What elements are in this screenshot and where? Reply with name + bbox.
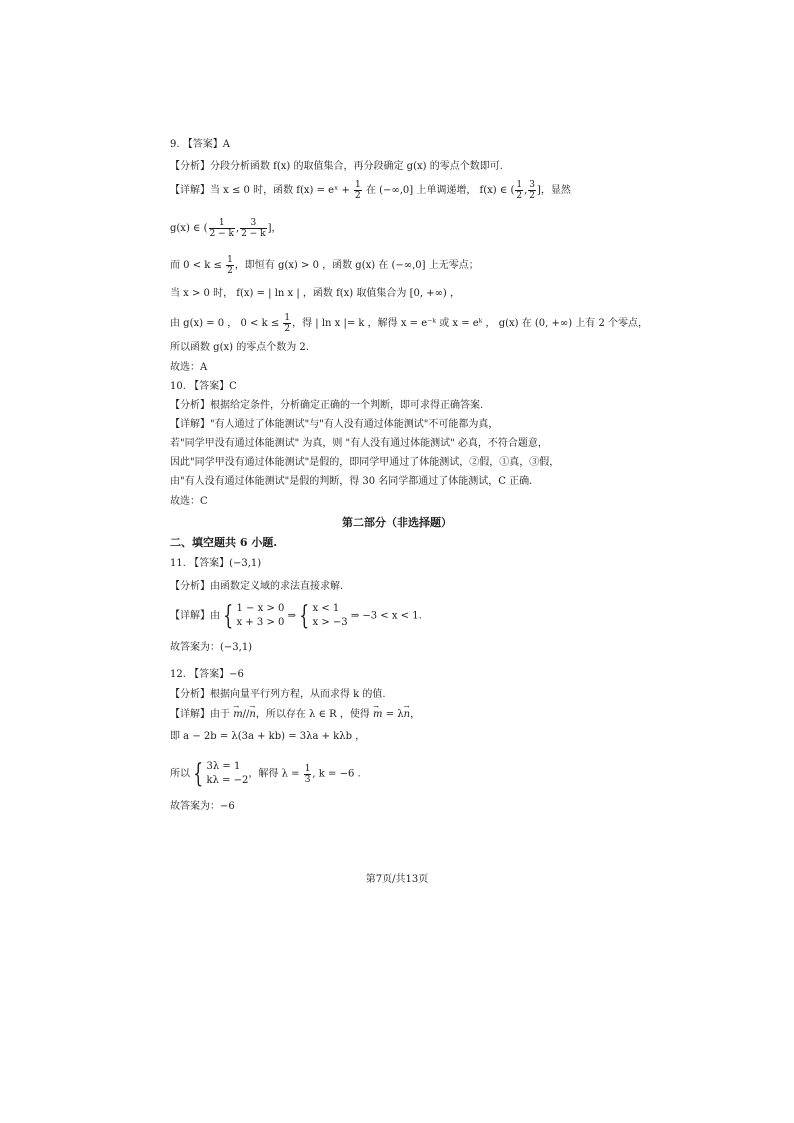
q12-detail3 [170,760,361,788]
brace-icon: { [193,759,204,789]
q10-detail2: 若"同学甲没有通过体能测试" 为真，则 "有人没有通过体能测试" 必真，不符合题意， [170,438,548,449]
section2-title: 二、填空题共 6 小题. [170,536,278,549]
q9-line3-a: 而 0 < k ≤ [170,260,226,271]
q11-result: ⇒ −3 < x < 1. [350,610,422,622]
q12-detail3-end: , k = −6 . [312,768,361,780]
q9-line6: 所以函数 g(x) 的零点个数为 2. [170,342,309,353]
q9-detail-a: 【详解】当 x ≤ 0 时，函数 f(x) = eˣ + [170,185,354,196]
vector-m-2: → m [373,708,382,722]
q10-analysis: 【分析】根据给定条件，分析确定正确的一个判断，即可求得正确答案. [170,400,484,411]
vector-n: → n [249,708,255,722]
q9-detail-c: ]，显然 [537,185,571,196]
fraction-half-d: $\frac{1}{2}$ [284,313,291,334]
q12-detail1-b: ，所以存在 λ ∈ R ，使得 [255,709,374,720]
q10-detail4: 由"有人没有通过体能测试"是假的判断，得 30 名同学都通过了体能测试，C 正确. [170,476,533,487]
q9-g-range-a: g(x) ∈ ( [170,223,208,234]
q10-choice: 故选：C [170,496,208,507]
vector-m: → m [233,708,242,722]
q11-detail [170,602,422,630]
q9-line3-b: ，即恒有 g(x) > 0 ，函数 g(x) 在 (−∞,0] 上无零点； [234,260,479,271]
q9-detail-line1: 【详解】当 x ≤ 0 时，函数 f(x) = eˣ + $\frac{1}{2}$ 在 (−∞,0] 上单调递增， f(x) ∈ ( $\frac{1}{2}$ , $\frac{3}{2}$ ]，显然 [170,180,571,201]
q9-line5-b: ，得 | ln x |= k ，解得 x = e⁻ᵏ 或 x = eᵏ ， g(x) 在 (0, +∞) 上有 2 个零点， [292,318,649,329]
q12-answer: 12. 【答案】−6 [170,669,244,680]
q12-detail1-d: ， [410,709,421,720]
fraction-half-b: $\frac{1}{2}$ [516,180,523,201]
fraction-half: $\frac{1}{2}$ [355,180,361,201]
q12-final: 故答案为：−6 [170,801,235,812]
q11-system1: 1 − x > 0 x + 3 > 0 [236,603,285,628]
q12-system: 3λ = 1 kλ = −2 [206,761,249,786]
q9-detail-b: 在 (−∞,0] 上单调递增， f(x) ∈ ( [362,185,515,196]
parallel-sign: // [242,709,250,720]
q9-g-range-b: ]， [267,223,282,234]
part2-title: 第二部分（非选择题） [342,516,452,529]
brace-icon: { [299,601,310,631]
q9-line5 [170,313,648,334]
fraction-three-half: $\frac{3}{2}$ [529,180,536,201]
q9-line4: 当 x > 0 时， f(x) = | ln x | ，函数 f(x) 取值集合为 [0, +∞) ， [170,288,460,299]
fraction-half-c: $\frac{1}{2}$ [227,255,233,276]
q9-line3 [170,255,479,276]
q12-analysis: 【分析】根据向量平行列方程，从而求得 k 的值. [170,689,386,700]
q12-detail1-a: 【详解】由于 [170,709,234,720]
q9-g-range: g(x) ∈ ( $\frac{1}{2 - k}$ , $\frac{3}{2 - k}$ ]， [170,218,282,239]
q11-detail-prefix: 【详解】由 [170,610,220,622]
q9-analysis: 【分析】分段分析函数 f(x) 的取值集合，再分段确定 g(x) 的零点个数即可. [170,161,503,172]
q11-arrow: ⇒ [287,610,296,622]
fraction-three-half-minus-k: $\frac{3}{2 - k}$ [241,218,266,239]
q9-line5-a: 由 g(x) = 0 ， 0 < k ≤ [170,318,283,329]
fraction-half-minus-k: $\frac{1}{2 - k}$ [209,218,234,239]
q11-analysis: 【分析】由函数定义域的求法直接求解. [170,581,344,592]
q10-detail3: 因此"同学甲没有通过体能测试"是假的，即同学甲通过了体能测试，②假，①真，③假， [170,457,560,468]
q12-detail2: 即 a − 2b = λ(3a + kb) = 3λa + kλb ， [170,731,366,742]
brace-icon: { [223,601,234,631]
q9-choice: 故选：A [170,362,208,373]
q10-detail1: 【详解】"有人通过了体能测试"与"有人没有通过体能测试"不可能都为真， [170,419,499,430]
q11-system2: x < 1 x > −3 [312,603,348,628]
q12-detail3-prefix: 所以 [170,768,190,780]
q11-final: 故答案为：(−3,1) [170,642,253,653]
q9-answer: 9. 【答案】A [170,139,230,150]
q12-detail1 [170,708,420,722]
vector-n-2: → n [404,708,410,722]
q12-detail3-mid: ，解得 λ = [248,768,303,780]
q11-answer: 11. 【答案】(−3,1) [170,558,262,569]
fraction-third: $\frac{1}{3}$ [304,763,311,785]
q12-detail1-c: = λ [382,709,404,720]
page-footer: 第7页/共13页 [365,874,429,885]
q10-answer: 10. 【答案】C [170,381,237,392]
